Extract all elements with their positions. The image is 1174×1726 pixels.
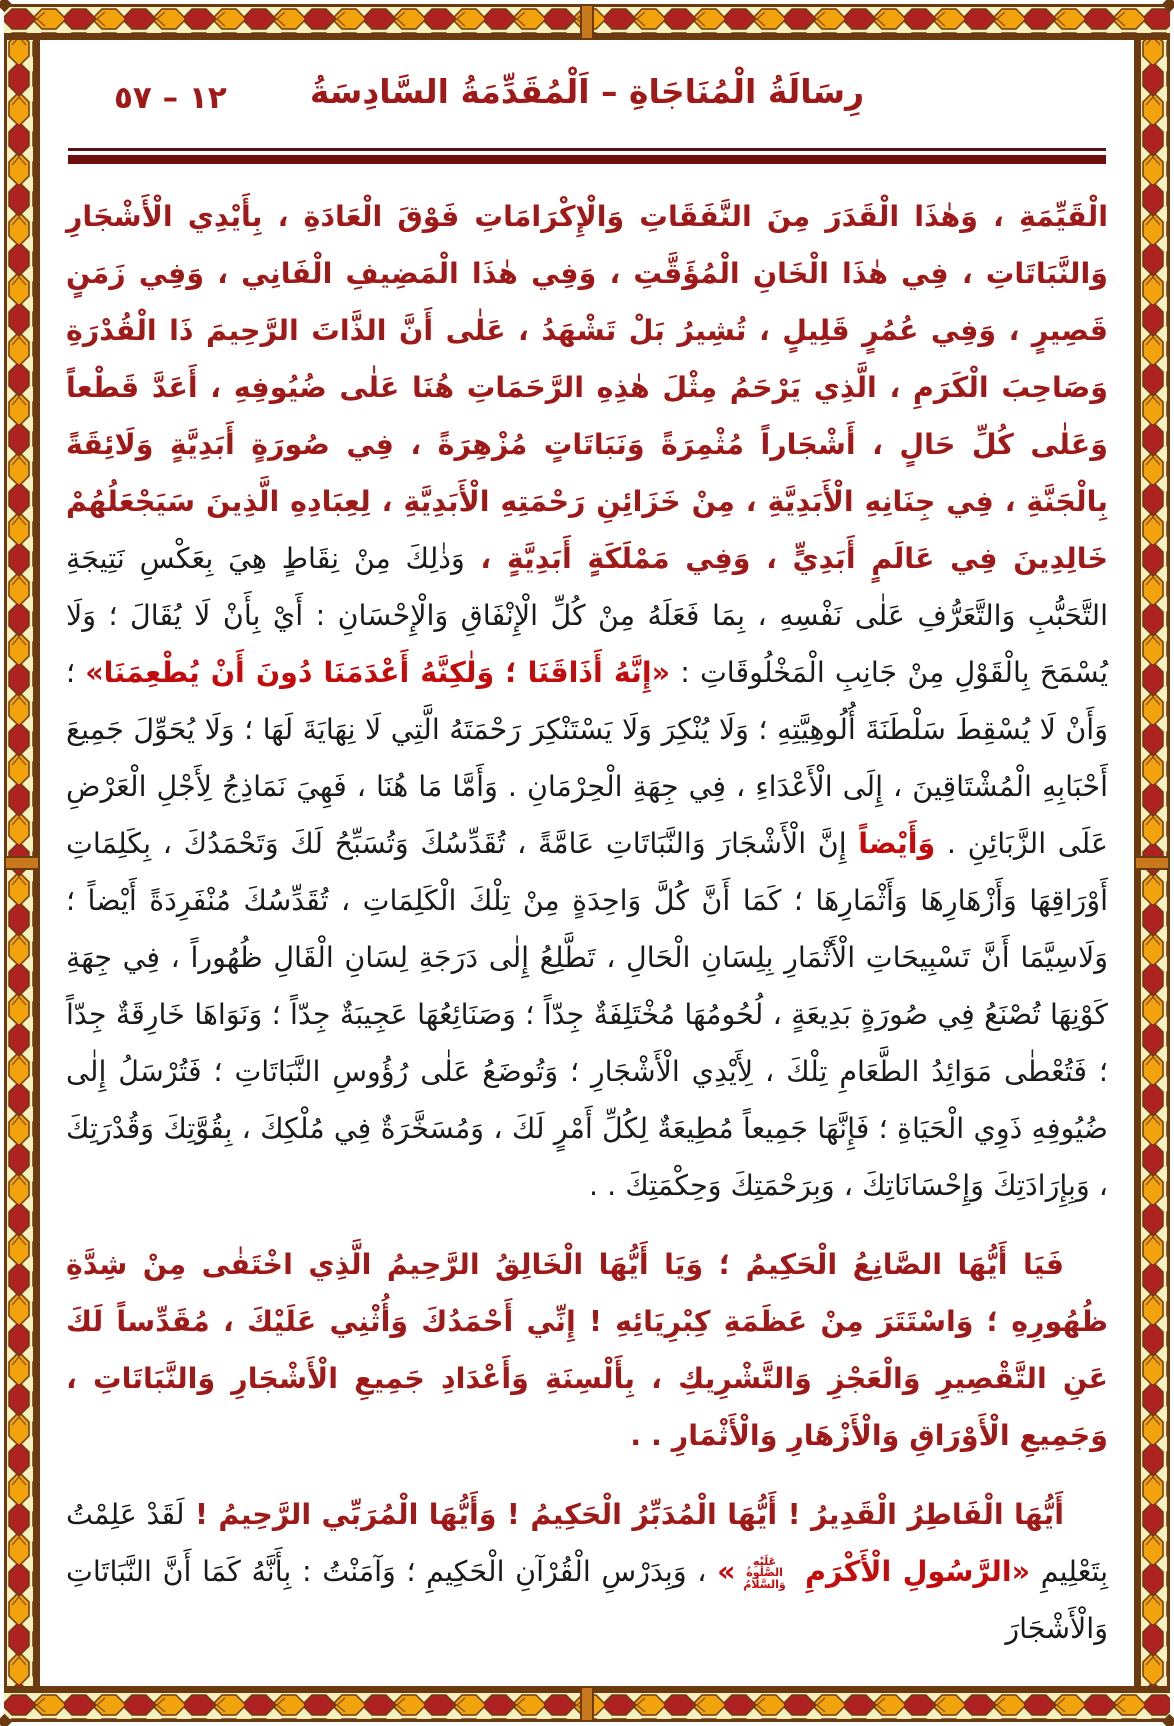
text-segment: إِنَّ الْأَشْجَارَ وَالنَّبَاتَاتِ عَامَّةً ، تُقَدِّسُكَ وَتُسَبِّحُ لَكَ وَتَحْمَدُكَ ، بِكَلِمَاتِ أَوْرَاقِهَا وَأَزْهَارِهَا وَأَثْمَارِهَا ؛ كَمَا أَنَّ كُلَّ وَاحِدَةٍ مِنْ تِلْكَ الْكَلِمَاتِ ، تُقَدِّسُكَ مُنْفَرِدَةً أَيْضاً ؛ وَلَاسِيَّمَا أَنَّ تَسْبِيحَاتِ الْأَثْمَارِ بِلِسَانِ الْحَالِ ، تَطَّلِعُ إِلٰى دَرَجَةِ لِسَانِ الْقَالِ ظُهُوراً ، فِي جِهَةِ كَوْنِهَا تُصْنَعُ فِي صُورَةٍ بَدِيعَةٍ ، لُحُومُهَا مُخْتَلِفَةٌ جِدّاً ؛ وَصَنَائِعُهَا عَجِيبَةٌ جِدّاً ؛ وَنَوَاهَا خَارِقَةٌ جِدّاً ؛ فَتُعْطٰى مَوَائِدُ الطَّعَامِ تِلْكَ ، لِأَيْدِي الْأَشْجَارِ ؛ وَتُوضَعُ عَلٰى رُؤُوسِ النَّبَاتَاتِ ؛ فَتُرْسَلُ إِلٰى ضُيُوفِهِ ذَوِي الْحَيَاةِ ؛ فَإِنَّهَا جَمِيعاً مُطِيعَةٌ لِكُلِّ أَمْرٍ لَكَ ، وَمُسَخَّرَةٌ فِي مُلْكِكَ ، بِقُوَّتِكَ وَقُدْرَتِكَ ، وَبِإِرَادَتِكَ وَإِحْسَانَاتِكَ ، وَبِرَحْمَتِكَ وَحِكْمَتِكَ . .	[66, 827, 1108, 1202]
text-segment: أَيُّهَا الْفَاطِرُ الْقَدِيرُ ! أَيُّهَا الْمُدَبِّرُ الْحَكِيمُ ! وَأَيُّهَا الْمُرَبِّي الرَّحِيمُ !	[184, 1498, 1064, 1531]
body-text	[66, 188, 1108, 1657]
text-segment: فَيَا أَيُّهَا الصَّانِعُ الْحَكِيمُ ؛ وَيَا أَيُّهَا الْخَالِقُ الرَّحِيمُ الَّذِي اخْتَفٰى مِنْ شِدَّةِ ظُهُورِهِ ؛ وَاسْتَتَرَ مِنْ عَظَمَةِ كِبْرِيَائِهِ ! إِنِّي أَحْمَدُكَ وَأُثْنِي عَلَيْكَ ، مُقَدِّساً لَكَ عَنِ التَّقْصِيرِ وَالْعَجْزِ وَالتَّشْرِيكِ ، بِأَلْسِنَةِ وَأَعْدَادِ جَمِيعِ الْأَشْجَارِ وَالنَّبَاتَاتِ ، وَجَمِيعِ الْأَوْرَاقِ وَالْأَزْهَارِ وَالْأَثْمَارِ . .	[66, 1248, 1108, 1452]
header-rule-thin	[68, 148, 1106, 151]
page-title: رِسَالَةُ الْمُنَاجَاةِ – اَلْمُقَدِّمَةُ السَّادِسَةُ	[309, 72, 865, 111]
paragraph	[66, 1236, 1108, 1464]
text-segment: »	[717, 1555, 736, 1588]
text-segment: «الرَّسُولِ الْأَكْرَمِ	[793, 1555, 1031, 1588]
paragraph	[66, 1486, 1108, 1657]
text-segment: «إِنَّهُ أَذَاقَنَا ؛ وَلٰكِنَّهُ أَعْدَمَنَا دُونَ أَنْ يُطْعِمَنَا»	[85, 656, 671, 689]
page-number: ٥٧ – ١٢	[114, 80, 227, 116]
text-segment: ؛ وَأَنْ لَا يُسْقِطَ سَلْطَنَةَ أُلُوهِيَّتِهِ ؛ وَلَا يُنْكِرَ وَلَا يَسْتَنْكِرَ رَحْمَتَهُ الَّتِي لَا نِهَايَةَ لَهَا ؛ وَلَا يُحَوِّلَ جَمِيعَ أَحْبَابِهِ الْمُشْتَاقِينَ ، إِلَى الْأَعْدَاءِ ، فِي جِهَةِ الْحِرْمَانِ . وَأَمَّا مَا هُنَا ، فَهِيَ نَمَاذِجُ لِأَجْلِ الْعَرْضِ عَلَى الزَّبَائِنِ .	[66, 656, 1108, 860]
page-header	[66, 64, 1108, 142]
frame-center-connector	[1134, 856, 1170, 870]
text-segment: وَذٰلِكَ مِنْ نِقَاطٍ هِيَ بِعَكْسِ نَتِيجَةِ التَّحَبُّبِ وَالتَّعَرُّفِ عَلٰى نَفْسِهِ ، بِمَا فَعَلَهُ مِنْ كُلِّ الْإِنْفَاقِ وَالْإِحْسَانِ : أَيْ بِأَنْ لَا يُقَالَ ؛ وَلَا يُسْمَحَ بِالْقَوْلِ مِنْ جَانِبِ الْمَخْلُوقَاتِ :	[66, 542, 1109, 689]
paragraph	[66, 188, 1108, 1214]
text-segment: الْقَيِّمَةِ ، وَهٰذَا الْقَدَرَ مِنَ النَّفَقَاتِ وَالْإِكْرَامَاتِ فَوْقَ الْعَادَةِ ، بِأَيْدِي الْأَشْجَارِ وَالنَّبَاتَاتِ ، فِي هٰذَا الْخَانِ الْمُؤَقَّتِ ، وَفِي هٰذَا الْمَضِيفِ الْفَانِي ، وَفِي زَمَنٍ قَصِيرٍ ، وَفِي عُمُرٍ قَلِيلٍ ، تُشِيرُ بَلْ تَشْهَدُ ، عَلٰى أَنَّ الذَّاتَ الرَّحِيمَ ذَا الْقُدْرَةِ وَصَاحِبَ الْكَرَمِ ، الَّذِي يَرْحَمُ مِثْلَ هٰذِهِ الرَّحَمَاتِ هُنَا عَلٰى ضُيُوفِهِ ، أَعَدَّ قَطْعاً وَعَلٰى كُلِّ حَالٍ ، أَشْجَاراً مُثْمِرَةً وَنَبَاتَاتٍ مُزْهِرَةً ، فِي صُورَةٍ أَبَدِيَّةٍ وَلَائِقَةً بِالْجَنَّةِ ، فِي جِنَانِهِ الْأَبَدِيَّةِ ، مِنْ خَزَائِنِ رَحْمَتِهِ الْأَبَدِيَّةِ ، لِعِبَادِهِ الَّذِينَ سَيَجْعَلُهُمْ خَالِدِينَ فِي عَالَمٍ أَبَدِيٍّ ، وَفِي مَمْلَكَةٍ أَبَدِيَّةٍ ،	[66, 200, 1108, 575]
header-rule-thick	[68, 155, 1106, 164]
page-content	[46, 42, 1128, 1684]
text-segment: وَأَيْضاً	[858, 827, 936, 860]
text-segment: ، وَبِدَرْسِ الْقُرْآنِ الْحَكِيمِ ؛ وَآمَنْتُ : بِأَنَّهُ كَمَا أَنَّ النَّبَاتَاتِ وَالْأَشْجَارَ	[66, 1555, 1108, 1645]
frame-center-connector	[580, 4, 594, 40]
honorific-seal: عَلَيْهِ الصَّلٰوةُ وَالسَّلَامُ	[743, 1554, 786, 1591]
frame-center-connector	[580, 1686, 594, 1722]
text-segment: لَقَدْ عَلِمْتُ بِتَعْلِيمِ	[66, 1498, 1108, 1588]
frame-center-connector	[4, 856, 40, 870]
